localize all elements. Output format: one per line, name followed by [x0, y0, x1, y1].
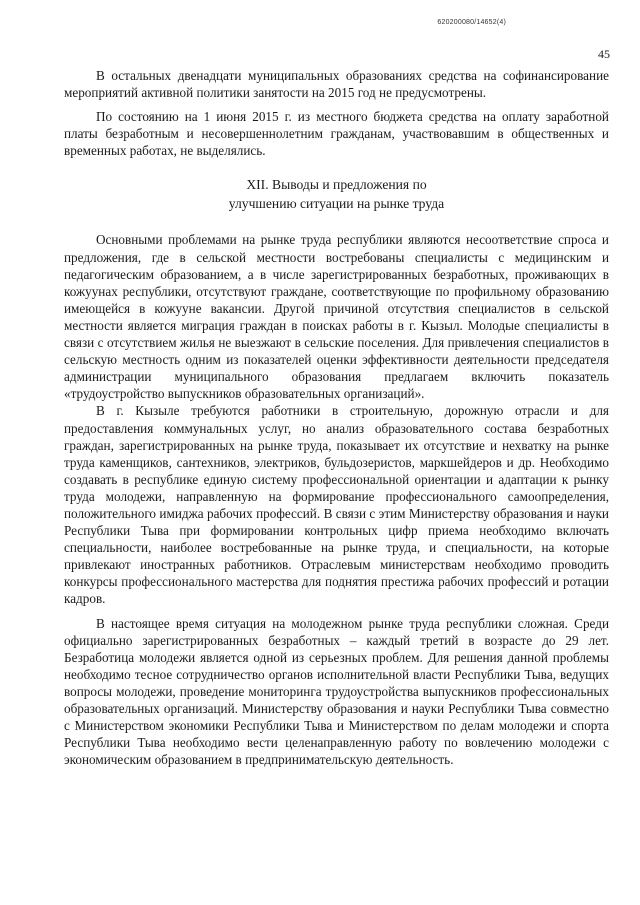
paragraph: Основными проблемами на рынке труда республики являются несоответствие спроса и предложения, где в сельской местности востребованы специалисты с медицинским и педагогическим образованием, а в числе зарегистрированных безработных, проживающих в кожуунах республики, отсутствуют граждане, соответствующие по профильному образованию имеющейся в кожууне вакансии. Другой причиной отсутствия специалистов в сельской местности является миграция граждан в поисках работы в г. Кызыл. Молодые специалисты в связи с отсутствием жилья не выезжают в сельские поселения. Для привлечения специалистов в сельскую местность одним из показателей оценки эффективности деятельности председателя администрации муниципального образования предлагаем включить показатель «трудоустройство выпускников образовательных организаций». [64, 232, 609, 402]
paragraph: В остальных двенадцати муниципальных образованиях средства на софинансирование мероприятий активной политики занятости на 2015 год не предусмотрены. [64, 68, 609, 101]
section-title-line-1: XII. Выводы и предложения по [246, 177, 427, 193]
page-body [64, 67, 609, 768]
paragraph: По состоянию на 1 июня 2015 г. из местного бюджета средства на оплату заработной платы безработным и несовершеннолетним гражданам, участвовавшим в общественных и временных работах, не выделялись. [64, 109, 609, 159]
document-id: 620200080/14652(4) [437, 19, 506, 26]
section-title-line-2: улучшению ситуации на рынке труда [228, 196, 445, 212]
page-number: 45 [598, 47, 610, 61]
paragraph: В настоящее время ситуация на молодежном рынке труда республики сложная. Среди официально зарегистрированных безработных – каждый третий в возрасте до 29 лет. Безработица молодежи является одной из серьезных проблем. Для решения данной проблемы необходимо тесное сотрудничество органов исполнительной власти Республики Тыва, ведущих вопросы молодежи, проведение мониторинга трудоустройства выпускников профессиональных образовательных организаций. Министерству образования и науки Республики Тыва совместно с Министерством экономики Республики Тыва и Министерством по делам молодежи и спорта Республики Тыва необходимо вести целенаправленную работу по вовлечению молодежи с экономическим образованием в предпринимательскую деятельность. [64, 615, 609, 768]
section-heading [64, 175, 609, 213]
paragraph: В г. Кызыле требуются работники в строительную, дорожную отрасли и для предоставления коммунальных услуг, но анализ образовательного состава безработных граждан, зарегистрированных на рынке труда, показывает их отсутствие и нехватку на рынке труда каменщиков, сантехников, электриков, бульдозеристов, маркшейдеров и др. Необходимо создавать в республике единую систему профессиональной ориентации и адаптации к рынку труда молодежи, направленную на формирование профессионального самоопределения, положительного имиджа рабочих профессий. В связи с этим Министерству образования и науки Республики Тыва при формировании контрольных цифр приема необходимо включать специальности, наиболее востребованные на рынке труда, и специальности, на которые привлекают иностранных работников. Отраслевым министерствам необходимо проводить конкурсы профессионального мастерства для поднятия престижа рабочих профессий и ротации кадров. [64, 403, 609, 607]
